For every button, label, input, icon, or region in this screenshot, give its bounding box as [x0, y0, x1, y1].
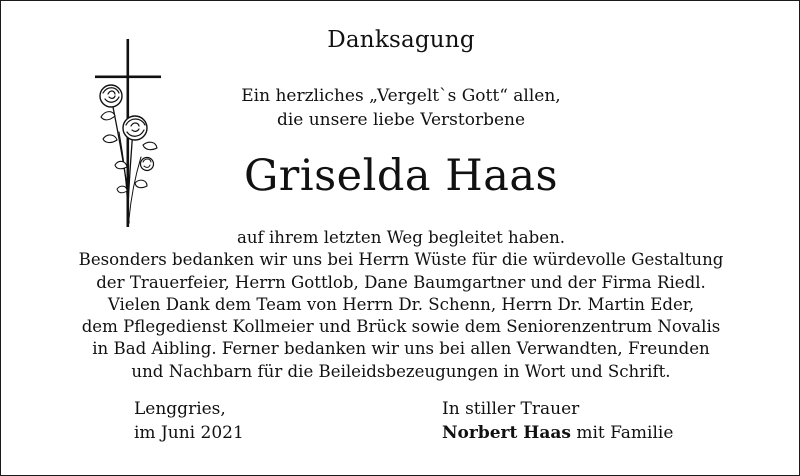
intro-text [201, 84, 601, 132]
thanks-body [61, 227, 741, 383]
cross-with-roses-icon [89, 37, 169, 233]
deceased-name: Griselda Haas [243, 151, 559, 201]
signatory-name: Norbert Haas [442, 423, 571, 443]
date: im Juni 2021 [134, 423, 244, 443]
intro-line: die unsere liebe Verstorbene [276, 110, 526, 130]
signatory-suffix: mit Familie [576, 423, 674, 443]
place-date-block [134, 397, 244, 445]
notice-heading: Danksagung [327, 27, 475, 53]
signature-block [442, 397, 673, 445]
body-line: Besonders bedanken wir uns bei Herrn Wüste für die würdevolle Gestaltung [78, 250, 724, 270]
mourning-line: In stiller Trauer [442, 399, 580, 419]
place: Lenggries, [134, 399, 226, 419]
body-line: in Bad Aibling. Ferner bedanken wir uns bei allen Verwandten, Freunden [92, 339, 710, 359]
body-line: dem Pflegedienst Kollmeier und Brück sowie dem Seniorenzentrum Novalis [81, 317, 721, 337]
signatory-line [442, 421, 673, 445]
body-line: Vielen Dank dem Team von Herrn Dr. Schenn, Herrn Dr. Martin Eder, [107, 294, 695, 314]
intro-line: Ein herzliches „Vergelt`s Gott“ allen, [241, 86, 561, 106]
body-line: der Trauerfeier, Herrn Gottlob, Dane Baumgartner und der Firma Riedl. [96, 272, 706, 292]
body-line: auf ihrem letzten Weg begleitet haben. [236, 228, 566, 247]
body-line: und Nachbarn für die Beileidsbezeugungen in Wort und Schrift. [131, 361, 671, 381]
